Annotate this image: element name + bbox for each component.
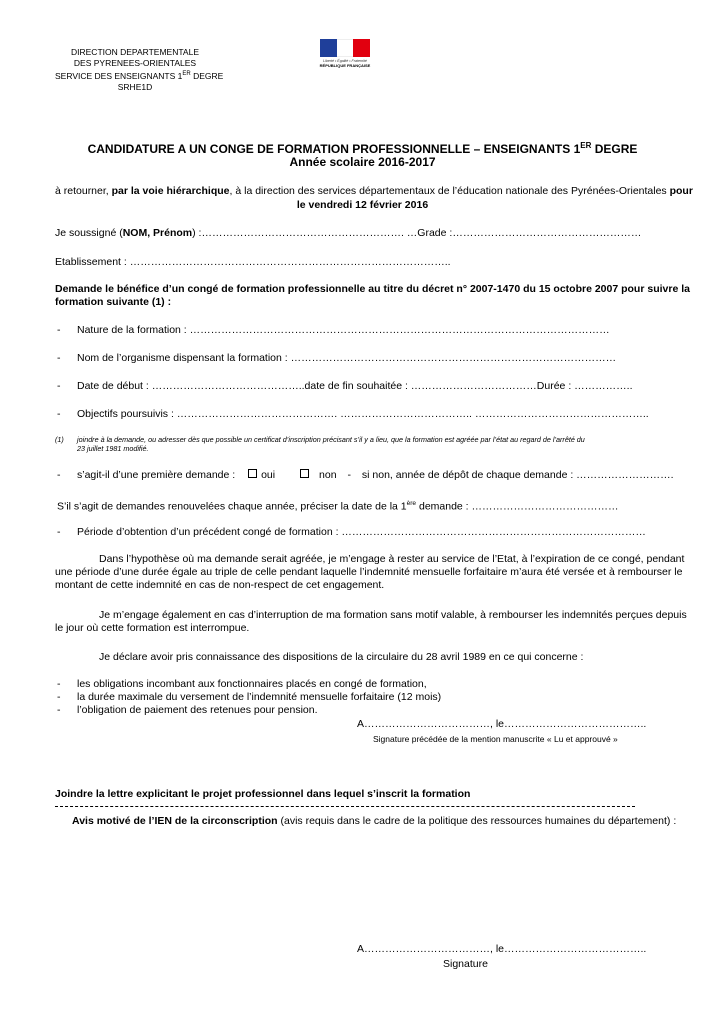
list-dash: - <box>57 469 61 481</box>
logo-motto: Liberté • Égalité • Fraternité <box>323 59 367 63</box>
signature-caption: Signature précédée de la mention manuscrite « Lu et approuvé » <box>373 734 618 744</box>
engagement-paragraph: montant de cette indemnité en cas de non-respect de cet engagement. <box>55 579 385 591</box>
list-dash: - <box>57 408 61 420</box>
oui-checkbox[interactable] <box>248 469 257 478</box>
obligation-item: l’obligation de paiement des retenues pour pension. <box>77 704 318 716</box>
avis-ien-heading: Avis motivé de l’IEN de la circonscription (avis requis dans le cadre de la politique des ressources humaines du département) : <box>72 815 677 827</box>
footnote-text: 23 juillet 1981 modifié. <box>77 444 149 453</box>
header-line: SRHE1D <box>117 81 153 92</box>
intro-line: à retourner, par la voie hiérarchique, à la direction des services départementaux de l’éducation nationale des Pyrénées-Orientales pour <box>55 185 693 197</box>
deadline: le vendredi 12 février 2016 <box>296 199 429 211</box>
non-label: non <box>319 469 337 481</box>
joindre-instruction: Joindre la lettre explicitant le projet professionnel dans lequel s’inscrit la formation <box>55 788 471 800</box>
flag-icon <box>320 39 370 57</box>
school-year: Année scolaire 2016-2017 <box>289 155 436 169</box>
dashed-separator <box>55 806 635 807</box>
list-dash: - <box>57 324 61 336</box>
obligation-item: la durée maximale du versement de l’indemnité mensuelle forfaitaire (12 mois) <box>77 691 442 703</box>
obligation-item: les obligations incombant aux fonctionnaires placés en congé de formation, <box>77 678 427 690</box>
dates-field: Date de début : ……………………………………..date de fin souhaitée : ………………………………Durée : …………….. <box>77 380 633 392</box>
list-dash: - <box>57 380 61 392</box>
list-dash: - <box>57 678 61 690</box>
signature-caption: Signature <box>443 958 488 970</box>
list-dash: - <box>57 691 61 703</box>
engagement-paragraph: Je m’engage également en cas d’interruption de ma formation sans motif valable, à rembourser les indemnités perçues depuis <box>99 609 687 621</box>
republique-francaise-logo <box>318 39 372 73</box>
list-dash: - <box>57 704 61 716</box>
signature-place-date: A………………………………, le………………………………….. <box>357 943 647 955</box>
header-line: SERVICE DES ENSEIGNANTS 1ER DEGRE <box>55 70 224 81</box>
objectifs-field: Objectifs poursuivis : ………………………………………. ……………………………….. ………………………………………….. <box>77 408 649 420</box>
separator-dash: - <box>347 469 351 481</box>
logo-republic: RÉPUBLIQUE FRANÇAISE <box>319 63 371 68</box>
footnote-number: (1) <box>55 435 64 444</box>
renouvelees-field: S’il s’agit de demandes renouvelées chaque année, préciser la date de la 1ère demande : …………………………………… <box>57 500 619 513</box>
engagement-paragraph: Dans l’hypothèse où ma demande serait agréée, je m’engage à rester au service de l’Etat, à l’expiration de ce congé, pendant <box>99 553 685 565</box>
si-non-field: si non, année de dépôt de chaque demande : ………………………. <box>361 469 674 481</box>
organisme-field: Nom de l’organisme dispensant la formation : ………………………………………………………………………………… <box>77 352 617 364</box>
header-line: DES PYRENEES-ORIENTALES <box>73 58 197 68</box>
demande-line: Demande le bénéfice d’un congé de formation professionnelle au titre du décret n° 2007-1470 du 15 octobre 2007 pour suivre la <box>55 283 690 295</box>
footnote-text: joindre à la demande, ou adresser dès que possible un certificat d’inscription précisant s’il y a lieu, que la formation est agréée par l’état au regard de l’arrêté du <box>77 435 585 444</box>
list-dash: - <box>57 526 61 538</box>
premiere-demande-row <box>77 469 674 482</box>
demande-line: formation suivante (1) : <box>55 296 172 308</box>
oui-label: oui <box>261 469 276 481</box>
non-checkbox[interactable] <box>300 469 309 478</box>
etablissement-field: Etablissement : ……………………………………………………………………………….. <box>55 256 451 268</box>
signature-place-date: A………………………………, le………………………………….. <box>357 718 647 730</box>
nature-field: Nature de la formation : ………………………………………………………………………………………………………… <box>77 324 610 336</box>
soussigne-field: Je soussigné (NOM, Prénom) :…………………………………………………. …Grade :……………………………………………… <box>55 227 642 239</box>
header-line: DIRECTION DEPARTEMENTALE <box>71 47 199 57</box>
engagement-paragraph: une période d’une durée égale au triple de celle pendant laquelle l’indemnité mensuelle forfaitaire m’aura été versée et à rembourser le <box>55 566 683 578</box>
engagement-paragraph: le jour où cette formation est interrompue. <box>55 622 250 634</box>
periode-field: Période d’obtention d’un précédent congé de formation : …………………………………………………………………………… <box>77 526 646 538</box>
declaration-line: Je déclare avoir pris connaissance des dispositions de la circulaire du 28 avril 1989 en ce qui concerne : <box>99 651 584 663</box>
header-service-block <box>55 47 224 93</box>
premiere-demande-question: s’agit-il d’une première demande : <box>77 469 236 481</box>
list-dash: - <box>57 352 61 364</box>
page-title: CANDIDATURE A UN CONGE DE FORMATION PROFESSIONNELLE – ENSEIGNANTS 1ER DEGRE <box>87 141 638 156</box>
